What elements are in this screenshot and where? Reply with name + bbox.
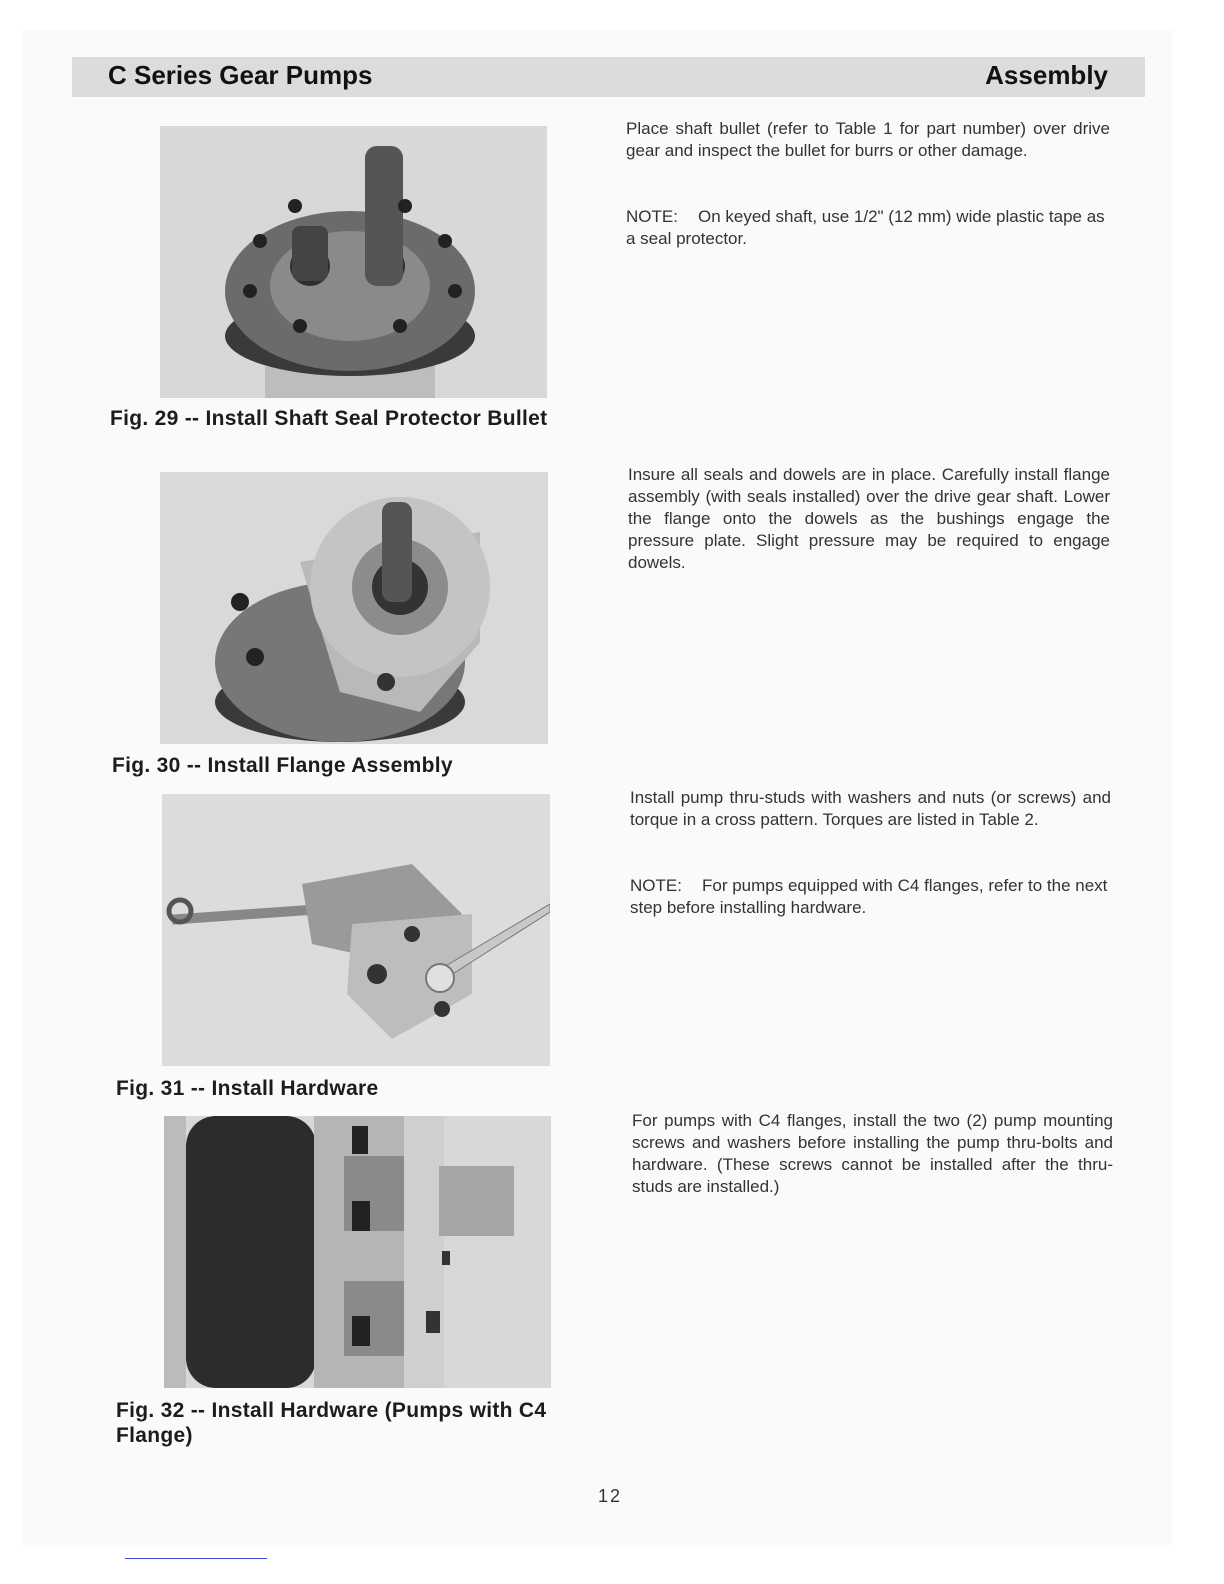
figure-32-caption: Fig. 32 -- Install Hardware (Pumps with C4 Flange) [116, 1399, 547, 1447]
step-2-text: Insure all seals and dowels are in place. Carefully install flange assembly (with seals installed) over the drive gear shaft. Lower the flange onto the dowels as the bushings engage the pressure plate. Slight pressure may be required to engage dowels. [628, 465, 1110, 572]
page-title: C Series Gear Pumps [108, 60, 373, 90]
step-1-text: Place shaft bullet (refer to Table 1 for part number) over drive gear and inspect the bullet for burrs or other damage. [626, 119, 1110, 160]
figure-31-caption: Fig. 31 -- Install Hardware [116, 1077, 379, 1100]
figure-29-photo [160, 126, 547, 398]
figure-32-photo [164, 1116, 551, 1388]
footer-link-line [125, 1558, 267, 1559]
figure-31-photo [162, 794, 550, 1066]
step-3-note-label: NOTE: [630, 876, 682, 895]
figure-30-photo [160, 472, 548, 744]
step-3-text: Install pump thru-studs with washers and nuts (or screws) and torque in a cross pattern. Torques are listed in Table 2. [630, 788, 1111, 829]
step-1-note [626, 206, 1116, 250]
step-1-note-text: On keyed shaft, use 1/2" (12 mm) wide plastic tape as a seal protector. [626, 207, 1105, 248]
figure-29-caption: Fig. 29 -- Install Shaft Seal Protector Bullet [110, 407, 548, 430]
step-3-note-text: For pumps equipped with C4 flanges, refer to the next step before installing hardware. [630, 876, 1108, 917]
figure-30-caption: Fig. 30 -- Install Flange Assembly [112, 754, 453, 777]
step-3-note [630, 875, 1116, 919]
step-4-text: For pumps with C4 flanges, install the two (2) pump mounting screws and washers before installing the pump thru-bolts and hardware. (These screws cannot be installed after the thru-studs are installed.) [632, 1111, 1113, 1196]
section-title: Assembly [985, 60, 1108, 90]
step-1-note-label: NOTE: [626, 207, 678, 226]
page-number: 12 [598, 1486, 623, 1506]
